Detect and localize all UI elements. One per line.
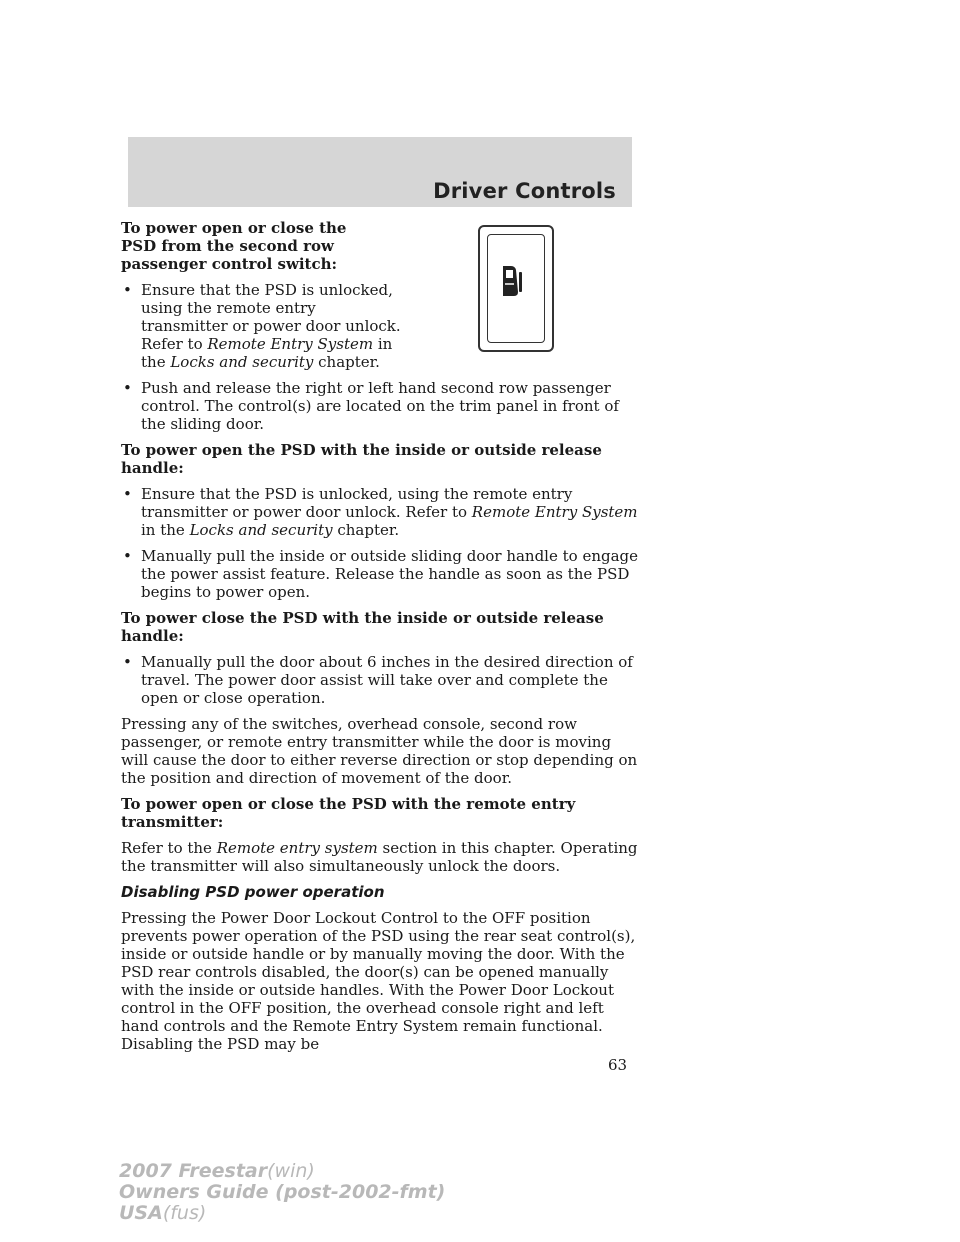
heading-release-handle-close: To power close the PSD with the inside or outside release handle:	[121, 609, 604, 645]
bullet-icon: •	[123, 485, 132, 503]
footer-line-market: USA(fus)	[119, 1202, 207, 1224]
heading-second-row-switch: To power open or close the PSD from the second row passenger control switch:	[121, 219, 347, 273]
list-item: • Push and release the right or left hand second row passenger control. The control(s) are located on the trim panel in front of the sliding door.	[123, 379, 619, 433]
bullet-icon: •	[123, 653, 132, 671]
list-item: • Ensure that the PSD is unlocked, using the remote entry transmitter or power door unlock. Refer to Remote Entry System in the Locks and security chapter.	[123, 281, 401, 371]
heading-remote-transmitter: To power open or close the PSD with the remote entry transmitter:	[121, 795, 576, 831]
list-item: • Manually pull the door about 6 inches in the desired direction of travel. The power door assist will take over and complete the open or close operation.	[123, 653, 633, 707]
bullet-icon: •	[123, 379, 132, 397]
reference-remote-entry: Remote Entry System	[471, 503, 638, 521]
bullet-icon: •	[123, 547, 132, 565]
footer-line-model: 2007 Freestar(win)	[119, 1160, 315, 1182]
list-item: • Manually pull the inside or outside sliding door handle to engage the power assist feature. Release the handle as soon as the PSD begins to power open.	[123, 547, 639, 601]
reference-remote-entry-section: Remote entry system	[216, 839, 378, 857]
header-band	[128, 137, 632, 207]
page-number: 63	[608, 1056, 628, 1074]
heading-release-handle-open: To power open the PSD with the inside or outside release handle:	[121, 441, 602, 477]
bullet-icon: •	[123, 281, 132, 299]
footer-line-guide: Owners Guide (post-2002-fmt)	[119, 1181, 446, 1203]
reference-remote-entry: Remote Entry System	[207, 335, 374, 353]
paragraph-switch-behavior: Pressing any of the switches, overhead console, second row passenger, or remote entry transmitter while the door is moving will cause the door to either reverse direction or stop depending on the position and direction of movement of the door.	[121, 715, 638, 787]
paragraph-remote-reference: Refer to the Remote entry system section in this chapter. Operating the transmitter will also simultaneously unlock the doors.	[121, 839, 638, 875]
reference-locks-chapter: Locks and security	[170, 353, 314, 371]
page-section-title: Driver Controls	[433, 179, 616, 203]
subheading-disabling-psd: Disabling PSD power operation	[121, 883, 385, 901]
document-footer	[119, 1161, 445, 1224]
reference-locks-chapter: Locks and security	[189, 521, 333, 539]
paragraph-disabling-psd: Pressing the Power Door Lockout Control to the OFF position prevents power operation of the PSD using the rear seat control(s), inside or outside handle or by manually moving the door. With the PSD rear controls disabled, the door(s) can be opened manually with the inside or outside handles. With the Power Door Lockout control in the OFF position, the overhead console right and left hand controls and the Remote Entry System remain functional. Disabling the PSD may be	[121, 909, 636, 1053]
document-body	[121, 219, 641, 1061]
list-item: • Ensure that the PSD is unlocked, using the remote entry transmitter or power door unlock. Refer to Remote Entry System in the Locks and security chapter.	[123, 485, 638, 539]
